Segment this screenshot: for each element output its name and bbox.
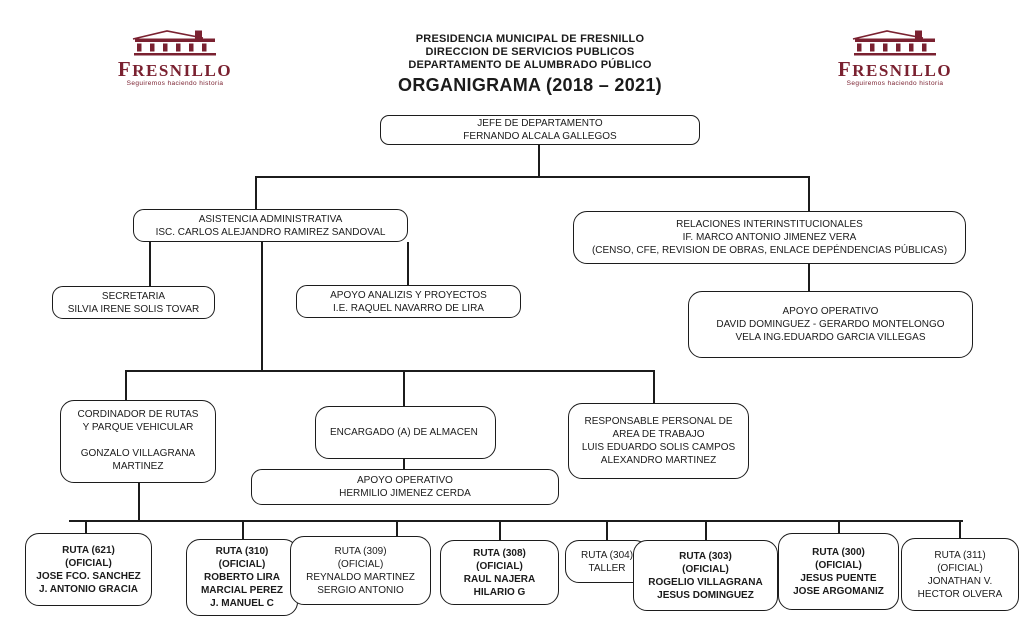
connector-level2-horizontal [125,370,655,372]
node-person: REYNALDO MARTINEZ [306,571,415,583]
org-node-ruta-311 [901,538,1019,611]
connector-to-apoyo-operativo-relaciones [808,264,810,292]
node-person: SERGIO ANTONIO [317,584,404,596]
org-node-encargado-de-almacen [315,406,496,459]
node-person: JESUS PUENTE [800,572,877,584]
connector-to-secretaria [149,242,151,286]
node-person: JOSE FCO. SANCHEZ [36,570,141,582]
org-node-ruta-310 [186,539,298,616]
node-person: ROBERTO LIRA [204,572,280,583]
fresnillo-logo-left [116,28,234,87]
node-person: ROGELIO VILLAGRANA [648,576,763,588]
org-node-apoyo-operativo-relaciones [688,291,973,358]
node-role: RUTA (621) [62,544,115,556]
node-role: Y PARQUE VEHICULAR [82,422,194,433]
logo-tagline: Seguiremos haciendo historia [846,80,944,87]
fresnillo-logo-right [836,28,954,87]
node-role: RUTA (309) [334,545,387,557]
node-person: IF. MARCO ANTONIO JIMENEZ VERA [682,232,857,243]
connector-to-ruta-311 [959,520,961,538]
node-role: SECRETARIA [101,290,166,302]
connector-to-cordinador [125,370,127,400]
node-role: RESPONSABLE PERSONAL DE [584,416,733,427]
node-role: RELACIONES INTERINSTITUCIONALES [676,219,863,230]
node-person: HECTOR OLVERA [917,588,1003,600]
node-person: FERNANDO ALCALA GALLEGOS [463,131,617,142]
node-detail: TALLER [588,562,626,574]
org-node-apoyo-operativo-almacen [251,469,559,505]
node-person: GONZALO VILLAGRANA [80,448,196,459]
connector-to-ruta-300 [838,520,840,533]
fresnillo-building-icon [129,28,221,56]
node-person: ALEXANDRO MARTINEZ [600,455,717,466]
org-node-jefe-de-departamento [380,115,700,145]
logo-wordmark: FRESNILLO [837,57,953,81]
document-header [312,33,748,96]
org-node-asistencia-administrativa [133,209,408,242]
node-person: RAUL NAJERA [463,573,536,585]
connector-to-relaciones [808,176,810,212]
org-node-responsable-personal [568,403,749,479]
connector-to-ruta-310 [242,520,244,539]
node-detail: (CENSO, CFE, REVISION DE OBRAS, ENLACE DEPÉNDENCIAS PÚBLICAS) [591,245,948,256]
page-title: ORGANIGRAMA (2018 – 2021) [398,75,662,95]
org-node-ruta-308 [440,540,559,605]
node-role: JEFE DE DEPARTAMENTO [477,118,603,129]
node-role: APOYO ANALIZIS Y PROYECTOS [330,289,487,301]
org-node-apoyo-analizis-y-proyectos [296,285,521,318]
connector-cordinador-to-rutas [138,483,140,521]
node-detail: (OFICIAL) [682,563,729,575]
node-person: MARCIAL PEREZ [200,585,284,596]
connector-to-ruta-621 [85,520,87,533]
node-detail: (OFICIAL) [815,559,862,571]
header-line-3: DEPARTAMENTO DE ALUMBRADO PÚBLICO [408,59,652,71]
connector-asistencia-to-level2 [261,242,263,371]
node-role: AREA DE TRABAJO [612,429,705,440]
node-person: LUIS EDUARDO SOLIS CAMPOS [581,442,736,453]
org-node-ruta-300 [778,533,899,610]
org-node-ruta-303 [633,540,778,611]
connector-to-encargado [403,370,405,406]
node-person: JESUS DOMINGUEZ [657,589,754,601]
node-role: RUTA (310) [215,546,269,557]
node-detail: (OFICIAL) [937,562,983,574]
org-node-cordinador-de-rutas [60,400,216,483]
connector-jefe-down [538,145,540,177]
logo-wordmark: FRESNILLO [117,57,233,81]
connector-to-apoyo-analizis [407,242,409,285]
node-person: DAVID DOMINGUEZ - GERARDO MONTELONGO [716,319,945,330]
node-person: HERMILIO JIMENEZ CERDA [339,488,471,499]
fresnillo-building-icon [849,28,941,56]
node-person: JONATHAN V. [927,575,993,587]
header-line-2: DIRECCION DE SERVICIOS PUBLICOS [425,46,635,58]
connector-to-ruta-303 [705,520,707,540]
node-role: RUTA (300) [812,546,865,558]
connector-level1-horizontal [255,176,809,178]
connector-rutas-horizontal [69,520,963,522]
node-role: RUTA (303) [679,550,732,562]
node-role: APOYO OPERATIVO [357,475,453,486]
node-person: HILARIO G [473,586,526,598]
connector-to-apoyo-operativo-almacen [403,459,405,469]
connector-to-ruta-309 [396,520,398,536]
node-role: CORDINADOR DE RUTAS [77,409,199,420]
node-detail: (OFICIAL) [218,559,266,570]
node-person: J. ANTONIO GRACIA [39,583,138,595]
org-node-secretaria [52,286,215,319]
connector-to-asistencia [255,176,257,210]
org-node-ruta-309 [290,536,431,605]
org-node-ruta-621 [25,533,152,606]
node-role: APOYO OPERATIVO [782,306,879,317]
node-person: MARTINEZ [112,461,164,472]
node-person: ISC. CARLOS ALEJANDRO RAMIREZ SANDOVAL [155,226,386,238]
node-detail: (OFICIAL) [476,560,523,572]
node-person: SILVIA IRENE SOLIS TOVAR [67,303,200,315]
node-detail: (OFICIAL) [65,557,112,569]
node-role: RUTA (311) [934,549,986,561]
node-detail: (OFICIAL) [337,558,384,570]
header-line-1: PRESIDENCIA MUNICIPAL DE FRESNILLO [415,33,645,45]
node-role: ASISTENCIA ADMINISTRATIVA [198,213,343,225]
connector-to-ruta-304 [606,520,608,540]
node-role: RUTA (308) [473,547,526,559]
connector-to-ruta-308 [499,520,501,540]
node-person: J. MANUEL C [210,598,274,609]
node-person: VELA ING.EDUARDO GARCIA VILLEGAS [735,332,926,343]
org-node-relaciones-interinstitucionales [573,211,966,264]
connector-to-responsable [653,370,655,403]
node-person: I.E. RAQUEL NAVARRO DE LIRA [333,302,484,314]
node-role: ENCARGADO (A) DE ALMACEN [330,427,478,438]
logo-tagline: Seguiremos haciendo historia [126,80,224,87]
node-role: RUTA (304) [580,549,634,561]
node-person: JOSE ARGOMANIZ [793,585,884,597]
